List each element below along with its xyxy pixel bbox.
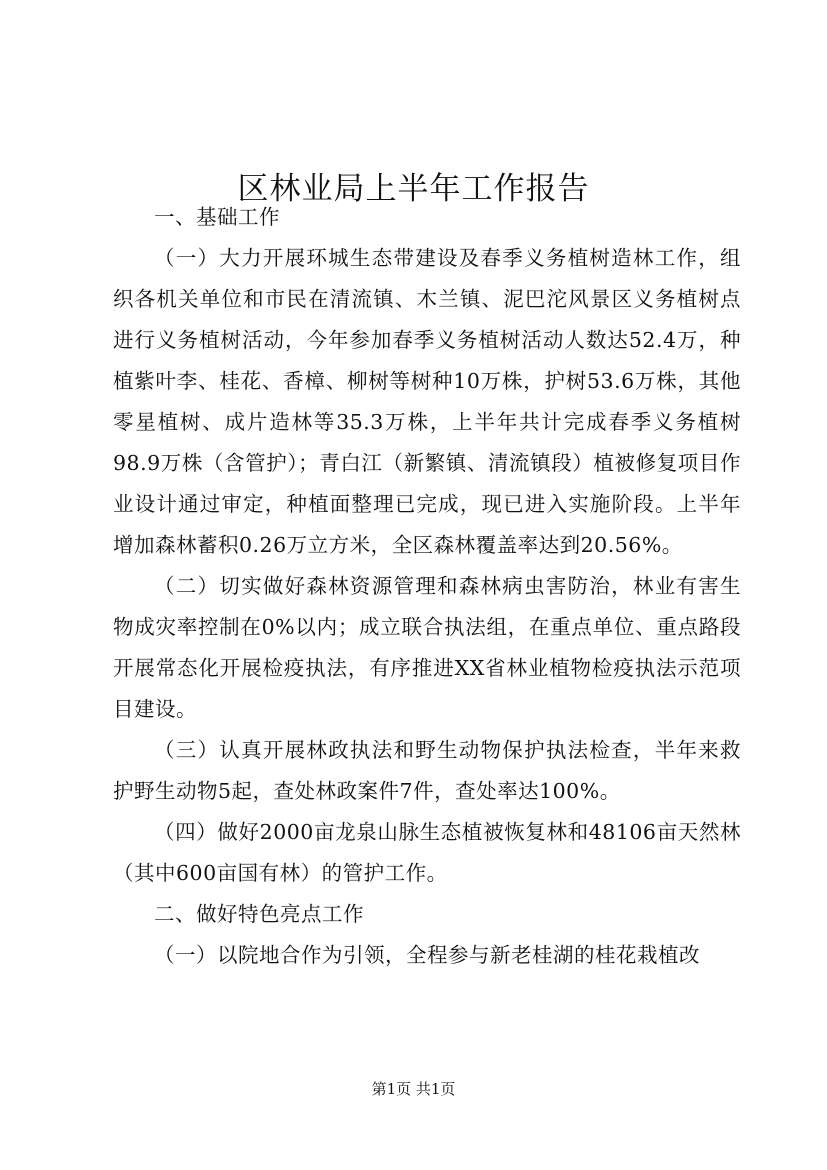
paragraph-cooperation: （一）以院地合作为引领，全程参与新老桂湖的桂花栽植改	[154, 943, 700, 967]
paragraph-afforestation: （一）大力开展环城生态带建设及春季义务植树造林工作，组织各机关单位和市民在清流镇、木兰镇、泥巴沱风景区义务植树点进行义务植树活动，今年参加春季义务植树活动人数达52.4万，种植紫叶李、桂花、香樟、柳树等树种10万株，护树53.6万株，其他零星植树、成片造林等35.3万株，上半年共计完成春季义务植树98.9万株（含管护）；青白江（新繁镇、清流镇段）植被修复项目作业设计通过审定，种植面整理已完成，现已进入实施阶段。上半年增加森林蓄积0.26万立方米，全区森林覆盖率达到20.56%。	[113, 246, 741, 557]
document-title: 区林业局上半年工作报告	[237, 170, 590, 207]
document-body	[113, 197, 741, 976]
section-heading-basic-work: 一、基础工作	[154, 205, 280, 229]
paragraph-law-enforcement: （三）认真开展林政执法和野生动物保护执法检查，半年来救护野生动物5起，查处林政案件7件，查处率达100%。	[113, 738, 741, 803]
page-footer: 第1页 共1页	[371, 1080, 456, 1098]
paragraph-forest-protection: （四）做好2000亩龙泉山脉生态植被恢复林和48106亩天然林（其中600亩国有林）的管护工作。	[113, 820, 741, 885]
section-heading-highlight-work: 二、做好特色亮点工作	[154, 902, 364, 926]
paragraph-forest-resource-management: （二）切实做好森林资源管理和森林病虫害防治，林业有害生物成灾率控制在0%以内；成立联合执法组，在重点单位、重点路段开展常态化开展检疫执法，有序推进XX省林业植物检疫执法示范项目建设。	[113, 574, 741, 721]
